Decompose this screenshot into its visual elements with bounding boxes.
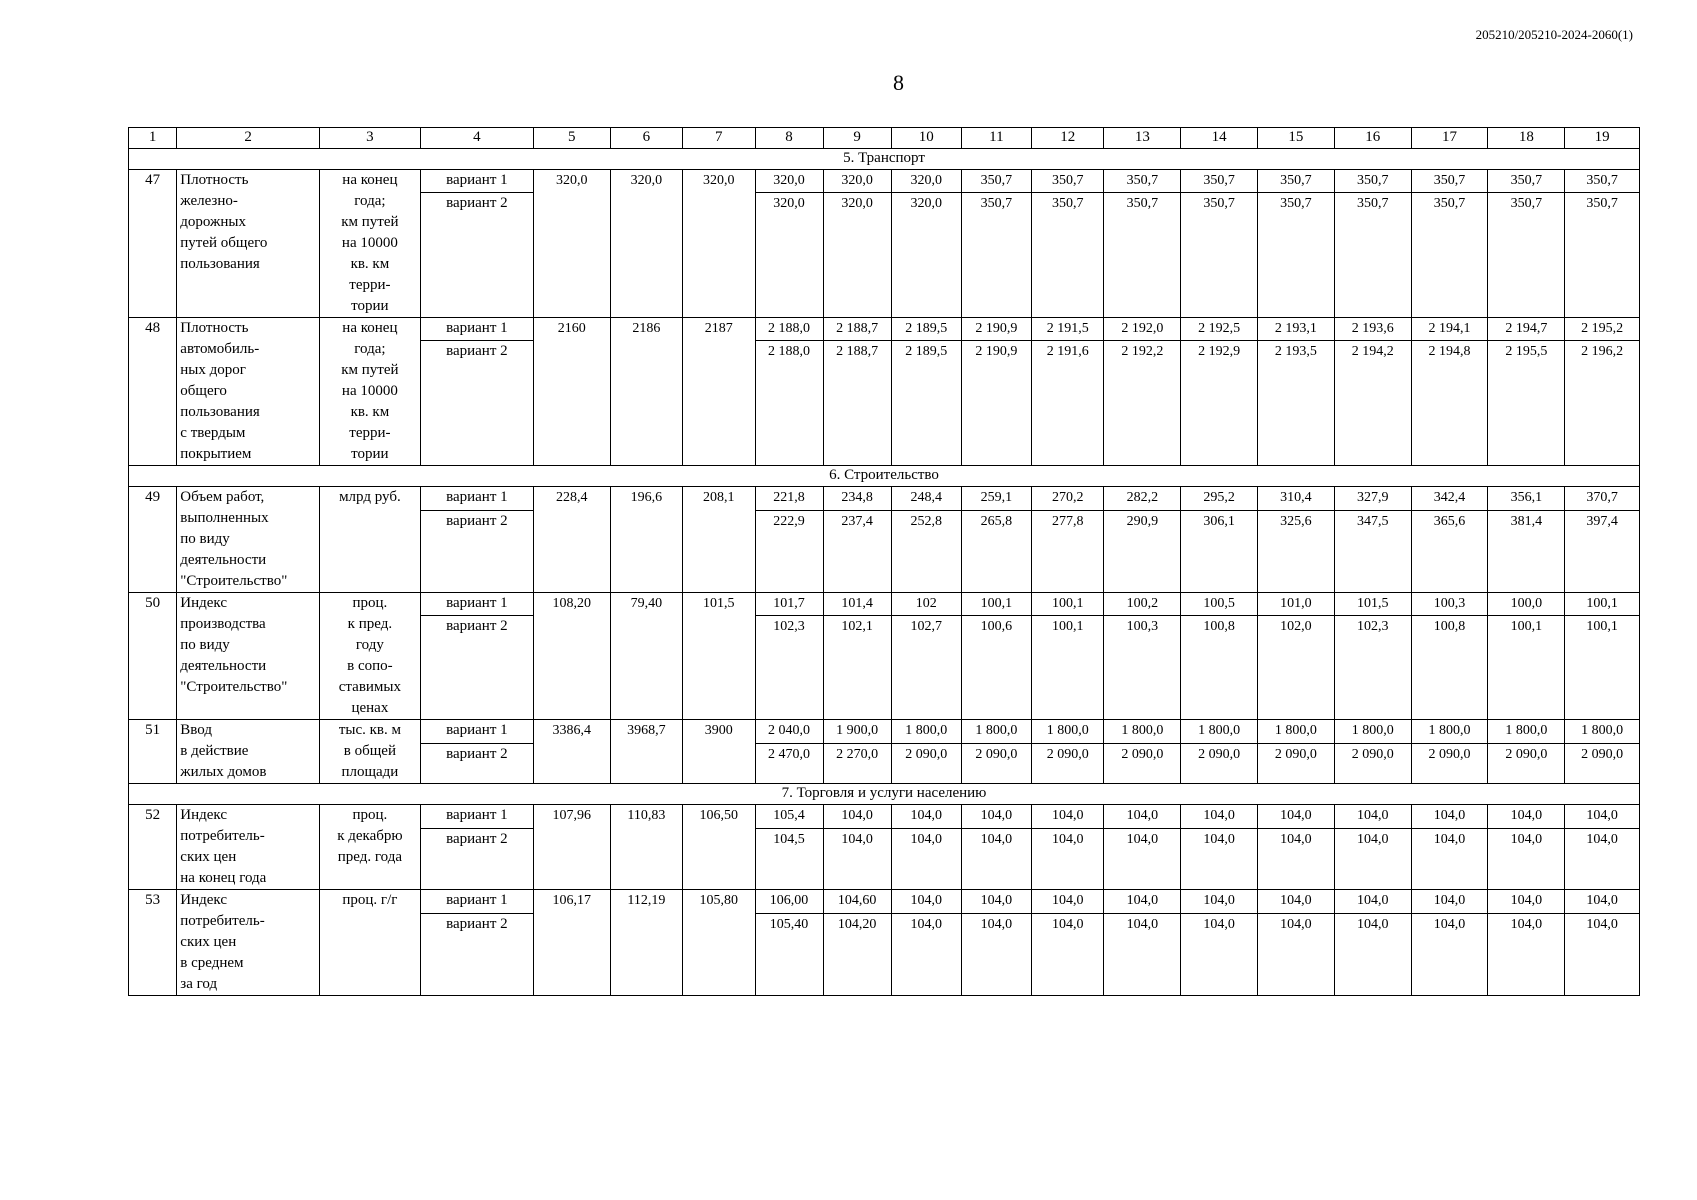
variant2-value: 104,0 <box>1488 828 1565 889</box>
variant2-value: 350,7 <box>1334 193 1411 318</box>
base-value: 228,4 <box>533 487 610 593</box>
indicator-row <box>129 318 1640 341</box>
variant1-value: 2 188,0 <box>755 318 823 341</box>
variant1-value: 350,7 <box>1104 170 1181 193</box>
variant2-value: 320,0 <box>755 193 823 318</box>
variant-label: вариант 2 <box>420 616 533 720</box>
variant2-value: 104,0 <box>1488 913 1565 995</box>
column-numbers-row <box>129 128 1640 149</box>
indicator-name: Объем работ, выполненных по виду деятельности "Строительство" <box>177 487 320 593</box>
variant2-value: 2 190,9 <box>961 341 1031 466</box>
row-number: 50 <box>129 593 177 720</box>
indicator-unit: млрд руб. <box>319 487 420 593</box>
base-value: 107,96 <box>533 805 610 890</box>
variant2-value: 2 090,0 <box>961 743 1031 783</box>
variant-label: вариант 1 <box>420 805 533 829</box>
variant2-value: 104,0 <box>891 828 961 889</box>
variant2-value: 105,40 <box>755 913 823 995</box>
base-value: 320,0 <box>533 170 610 318</box>
indicator-unit: тыс. кв. м в общей площади <box>319 720 420 784</box>
indicator-row <box>129 890 1640 914</box>
base-value: 320,0 <box>683 170 755 318</box>
variant1-value: 101,0 <box>1258 593 1335 616</box>
base-value: 106,50 <box>683 805 755 890</box>
base-value: 3900 <box>683 720 755 784</box>
variant1-value: 104,0 <box>891 890 961 914</box>
variant2-value: 381,4 <box>1488 510 1565 592</box>
base-value: 112,19 <box>610 890 682 996</box>
base-value: 2186 <box>610 318 682 466</box>
col-header: 16 <box>1334 128 1411 149</box>
col-header: 17 <box>1411 128 1488 149</box>
variant1-value: 104,0 <box>1258 890 1335 914</box>
variant2-value: 397,4 <box>1565 510 1640 592</box>
variant2-value: 2 090,0 <box>1181 743 1258 783</box>
variant2-value: 325,6 <box>1258 510 1335 592</box>
variant1-value: 2 192,5 <box>1181 318 1258 341</box>
document-id: 205210/205210-2024-2060(1) <box>1475 27 1633 42</box>
variant2-value: 100,1 <box>1565 616 1640 720</box>
indicator-unit: на конец года; км путей на 10000 кв. км терри- тории <box>319 170 420 318</box>
variant2-value: 2 194,2 <box>1334 341 1411 466</box>
col-header: 18 <box>1488 128 1565 149</box>
variant1-value: 327,9 <box>1334 487 1411 511</box>
variant2-value: 2 192,2 <box>1104 341 1181 466</box>
variant2-value: 2 188,0 <box>755 341 823 466</box>
indicator-name: Плотность железно- дорожных путей общего пользования <box>177 170 320 318</box>
variant1-value: 342,4 <box>1411 487 1488 511</box>
variant-label: вариант 1 <box>420 170 533 193</box>
variant1-value: 104,0 <box>1488 805 1565 829</box>
variant1-value: 1 800,0 <box>961 720 1031 744</box>
variant1-value: 350,7 <box>1181 170 1258 193</box>
variant1-value: 1 800,0 <box>891 720 961 744</box>
variant2-value: 350,7 <box>961 193 1031 318</box>
variant-label: вариант 1 <box>420 318 533 341</box>
variant1-value: 350,7 <box>1488 170 1565 193</box>
variant2-value: 104,0 <box>1258 913 1335 995</box>
variant2-value: 2 270,0 <box>823 743 891 783</box>
variant2-value: 102,1 <box>823 616 891 720</box>
variant1-value: 104,0 <box>1334 805 1411 829</box>
variant2-value: 104,0 <box>1334 913 1411 995</box>
variant1-value: 2 194,7 <box>1488 318 1565 341</box>
variant1-value: 1 800,0 <box>1488 720 1565 744</box>
variant2-value: 102,3 <box>755 616 823 720</box>
variant2-value: 104,0 <box>1104 913 1181 995</box>
indicator-name: Индекс потребитель- ских цен на конец года <box>177 805 320 890</box>
col-header: 10 <box>891 128 961 149</box>
variant1-value: 100,3 <box>1411 593 1488 616</box>
variant1-value: 100,1 <box>1565 593 1640 616</box>
variant2-value: 320,0 <box>891 193 961 318</box>
section-header-row <box>129 149 1640 170</box>
variant1-value: 104,0 <box>1565 805 1640 829</box>
variant1-value: 350,7 <box>961 170 1031 193</box>
variant2-value: 2 090,0 <box>1258 743 1335 783</box>
variant1-value: 2 189,5 <box>891 318 961 341</box>
variant1-value: 1 900,0 <box>823 720 891 744</box>
col-header: 12 <box>1032 128 1104 149</box>
base-value: 196,6 <box>610 487 682 593</box>
variant2-value: 2 191,6 <box>1032 341 1104 466</box>
variant2-value: 100,8 <box>1181 616 1258 720</box>
variant2-value: 104,0 <box>1181 913 1258 995</box>
indicator-name: Индекс производства по виду деятельности "Строительство" <box>177 593 320 720</box>
variant1-value: 100,1 <box>961 593 1031 616</box>
col-header: 1 <box>129 128 177 149</box>
col-header: 3 <box>319 128 420 149</box>
variant2-value: 350,7 <box>1104 193 1181 318</box>
variant2-value: 347,5 <box>1334 510 1411 592</box>
base-value: 320,0 <box>610 170 682 318</box>
variant1-value: 104,0 <box>1032 890 1104 914</box>
variant2-value: 100,3 <box>1104 616 1181 720</box>
section-header-row <box>129 784 1640 805</box>
variant1-value: 101,4 <box>823 593 891 616</box>
variant2-value: 104,0 <box>1565 828 1640 889</box>
row-number: 52 <box>129 805 177 890</box>
variant1-value: 104,0 <box>1411 805 1488 829</box>
variant2-value: 350,7 <box>1411 193 1488 318</box>
variant2-value: 2 090,0 <box>1334 743 1411 783</box>
variant1-value: 106,00 <box>755 890 823 914</box>
indicator-unit: проц. к декабрю пред. года <box>319 805 420 890</box>
variant1-value: 2 188,7 <box>823 318 891 341</box>
row-number: 48 <box>129 318 177 466</box>
variant1-value: 104,0 <box>1104 805 1181 829</box>
col-header: 13 <box>1104 128 1181 149</box>
variant1-value: 350,7 <box>1565 170 1640 193</box>
variant1-value: 100,2 <box>1104 593 1181 616</box>
variant1-value: 234,8 <box>823 487 891 511</box>
variant2-value: 320,0 <box>823 193 891 318</box>
col-header: 11 <box>961 128 1031 149</box>
variant2-value: 104,0 <box>961 828 1031 889</box>
variant1-value: 270,2 <box>1032 487 1104 511</box>
variant-label: вариант 1 <box>420 487 533 511</box>
variant2-value: 104,5 <box>755 828 823 889</box>
indicator-name: Индекс потребитель- ских цен в среднем за год <box>177 890 320 996</box>
variant-label: вариант 2 <box>420 510 533 592</box>
indicator-name: Ввод в действие жилых домов <box>177 720 320 784</box>
col-header: 6 <box>610 128 682 149</box>
variant1-value: 2 194,1 <box>1411 318 1488 341</box>
variant-label: вариант 1 <box>420 890 533 914</box>
variant2-value: 277,8 <box>1032 510 1104 592</box>
variant1-value: 350,7 <box>1032 170 1104 193</box>
col-header: 8 <box>755 128 823 149</box>
variant1-value: 350,7 <box>1411 170 1488 193</box>
variant1-value: 2 040,0 <box>755 720 823 744</box>
variant2-value: 2 090,0 <box>1488 743 1565 783</box>
variant1-value: 320,0 <box>891 170 961 193</box>
variant2-value: 104,0 <box>1032 828 1104 889</box>
indicator-unit: проц. г/г <box>319 890 420 996</box>
variant1-value: 350,7 <box>1258 170 1335 193</box>
variant1-value: 248,4 <box>891 487 961 511</box>
variant2-value: 104,0 <box>823 828 891 889</box>
indicator-row <box>129 805 1640 829</box>
variant-label: вариант 1 <box>420 593 533 616</box>
variant2-value: 365,6 <box>1411 510 1488 592</box>
variant1-value: 320,0 <box>755 170 823 193</box>
section-title: 7. Торговля и услуги населению <box>129 784 1640 805</box>
variant1-value: 2 193,6 <box>1334 318 1411 341</box>
variant2-value: 2 189,5 <box>891 341 961 466</box>
col-header: 4 <box>420 128 533 149</box>
variant1-value: 1 800,0 <box>1334 720 1411 744</box>
col-header: 2 <box>177 128 320 149</box>
variant1-value: 104,0 <box>1334 890 1411 914</box>
row-number: 47 <box>129 170 177 318</box>
variant1-value: 104,0 <box>823 805 891 829</box>
variant2-value: 104,0 <box>891 913 961 995</box>
variant1-value: 310,4 <box>1258 487 1335 511</box>
variant1-value: 104,0 <box>1488 890 1565 914</box>
variant1-value: 295,2 <box>1181 487 1258 511</box>
section-header-row <box>129 466 1640 487</box>
indicator-row <box>129 593 1640 616</box>
variant2-value: 104,0 <box>1181 828 1258 889</box>
variant2-value: 100,8 <box>1411 616 1488 720</box>
variant2-value: 100,6 <box>961 616 1031 720</box>
variant1-value: 104,0 <box>961 890 1031 914</box>
variant2-value: 306,1 <box>1181 510 1258 592</box>
variant1-value: 104,0 <box>1411 890 1488 914</box>
col-header: 19 <box>1565 128 1640 149</box>
variant1-value: 1 800,0 <box>1258 720 1335 744</box>
col-header: 14 <box>1181 128 1258 149</box>
variant2-value: 102,0 <box>1258 616 1335 720</box>
indicator-row <box>129 487 1640 511</box>
variant1-value: 104,0 <box>1181 890 1258 914</box>
variant1-value: 104,0 <box>1181 805 1258 829</box>
col-header: 7 <box>683 128 755 149</box>
variant2-value: 350,7 <box>1565 193 1640 318</box>
variant2-value: 104,20 <box>823 913 891 995</box>
variant1-value: 2 192,0 <box>1104 318 1181 341</box>
variant2-value: 2 196,2 <box>1565 341 1640 466</box>
variant1-value: 282,2 <box>1104 487 1181 511</box>
variant1-value: 2 193,1 <box>1258 318 1335 341</box>
base-value: 2187 <box>683 318 755 466</box>
base-value: 3968,7 <box>610 720 682 784</box>
variant1-value: 221,8 <box>755 487 823 511</box>
variant1-value: 104,0 <box>1032 805 1104 829</box>
variant2-value: 102,3 <box>1334 616 1411 720</box>
variant1-value: 320,0 <box>823 170 891 193</box>
variant2-value: 2 090,0 <box>1032 743 1104 783</box>
variant1-value: 104,0 <box>961 805 1031 829</box>
variant-label: вариант 2 <box>420 743 533 783</box>
variant1-value: 259,1 <box>961 487 1031 511</box>
variant1-value: 104,60 <box>823 890 891 914</box>
variant-label: вариант 2 <box>420 913 533 995</box>
variant2-value: 100,1 <box>1488 616 1565 720</box>
variant1-value: 356,1 <box>1488 487 1565 511</box>
row-number: 51 <box>129 720 177 784</box>
variant1-value: 350,7 <box>1334 170 1411 193</box>
row-number: 49 <box>129 487 177 593</box>
variant1-value: 1 800,0 <box>1411 720 1488 744</box>
variant2-value: 104,0 <box>1104 828 1181 889</box>
indicator-unit: проц. к пред. году в сопо- ставимых ценах <box>319 593 420 720</box>
variant1-value: 101,5 <box>1334 593 1411 616</box>
base-value: 108,20 <box>533 593 610 720</box>
variant2-value: 2 194,8 <box>1411 341 1488 466</box>
variant2-value: 252,8 <box>891 510 961 592</box>
variant1-value: 2 191,5 <box>1032 318 1104 341</box>
variant1-value: 100,5 <box>1181 593 1258 616</box>
variant2-value: 2 192,9 <box>1181 341 1258 466</box>
variant2-value: 2 193,5 <box>1258 341 1335 466</box>
variant2-value: 100,1 <box>1032 616 1104 720</box>
variant2-value: 2 195,5 <box>1488 341 1565 466</box>
variant1-value: 1 800,0 <box>1181 720 1258 744</box>
base-value: 105,80 <box>683 890 755 996</box>
variant1-value: 2 195,2 <box>1565 318 1640 341</box>
forecast-table <box>128 127 1640 996</box>
page-number: 8 <box>893 70 904 95</box>
base-value: 101,5 <box>683 593 755 720</box>
variant2-value: 2 090,0 <box>1565 743 1640 783</box>
variant2-value: 350,7 <box>1258 193 1335 318</box>
indicator-row <box>129 170 1640 193</box>
variant2-value: 290,9 <box>1104 510 1181 592</box>
col-header: 9 <box>823 128 891 149</box>
variant1-value: 105,4 <box>755 805 823 829</box>
variant1-value: 101,7 <box>755 593 823 616</box>
variant1-value: 1 800,0 <box>1565 720 1640 744</box>
col-header: 5 <box>533 128 610 149</box>
variant2-value: 2 090,0 <box>1411 743 1488 783</box>
variant1-value: 100,1 <box>1032 593 1104 616</box>
variant2-value: 2 090,0 <box>1104 743 1181 783</box>
variant1-value: 1 800,0 <box>1032 720 1104 744</box>
variant2-value: 350,7 <box>1488 193 1565 318</box>
variant2-value: 2 188,7 <box>823 341 891 466</box>
variant2-value: 265,8 <box>961 510 1031 592</box>
variant2-value: 350,7 <box>1032 193 1104 318</box>
variant1-value: 102 <box>891 593 961 616</box>
variant1-value: 370,7 <box>1565 487 1640 511</box>
base-value: 110,83 <box>610 805 682 890</box>
variant1-value: 2 190,9 <box>961 318 1031 341</box>
variant1-value: 104,0 <box>1565 890 1640 914</box>
col-header: 15 <box>1258 128 1335 149</box>
section-title: 5. Транспорт <box>129 149 1640 170</box>
base-value: 2160 <box>533 318 610 466</box>
variant1-value: 100,0 <box>1488 593 1565 616</box>
base-value: 79,40 <box>610 593 682 720</box>
variant2-value: 237,4 <box>823 510 891 592</box>
variant2-value: 104,0 <box>1258 828 1335 889</box>
variant2-value: 2 470,0 <box>755 743 823 783</box>
variant-label: вариант 2 <box>420 193 533 318</box>
indicator-row <box>129 720 1640 744</box>
variant2-value: 104,0 <box>1411 913 1488 995</box>
section-title: 6. Строительство <box>129 466 1640 487</box>
variant1-value: 104,0 <box>891 805 961 829</box>
base-value: 106,17 <box>533 890 610 996</box>
variant2-value: 104,0 <box>1565 913 1640 995</box>
indicator-unit: на конец года; км путей на 10000 кв. км терри- тории <box>319 318 420 466</box>
variant1-value: 104,0 <box>1258 805 1335 829</box>
variant-label: вариант 1 <box>420 720 533 744</box>
variant-label: вариант 2 <box>420 828 533 889</box>
base-value: 3386,4 <box>533 720 610 784</box>
variant2-value: 104,0 <box>1411 828 1488 889</box>
variant1-value: 1 800,0 <box>1104 720 1181 744</box>
variant2-value: 2 090,0 <box>891 743 961 783</box>
variant-label: вариант 2 <box>420 341 533 466</box>
variant2-value: 104,0 <box>961 913 1031 995</box>
base-value: 208,1 <box>683 487 755 593</box>
variant2-value: 350,7 <box>1181 193 1258 318</box>
variant2-value: 222,9 <box>755 510 823 592</box>
variant2-value: 104,0 <box>1334 828 1411 889</box>
indicator-name: Плотность автомобиль- ных дорог общего пользования с твердым покрытием <box>177 318 320 466</box>
variant2-value: 102,7 <box>891 616 961 720</box>
variant2-value: 104,0 <box>1032 913 1104 995</box>
row-number: 53 <box>129 890 177 996</box>
variant1-value: 104,0 <box>1104 890 1181 914</box>
